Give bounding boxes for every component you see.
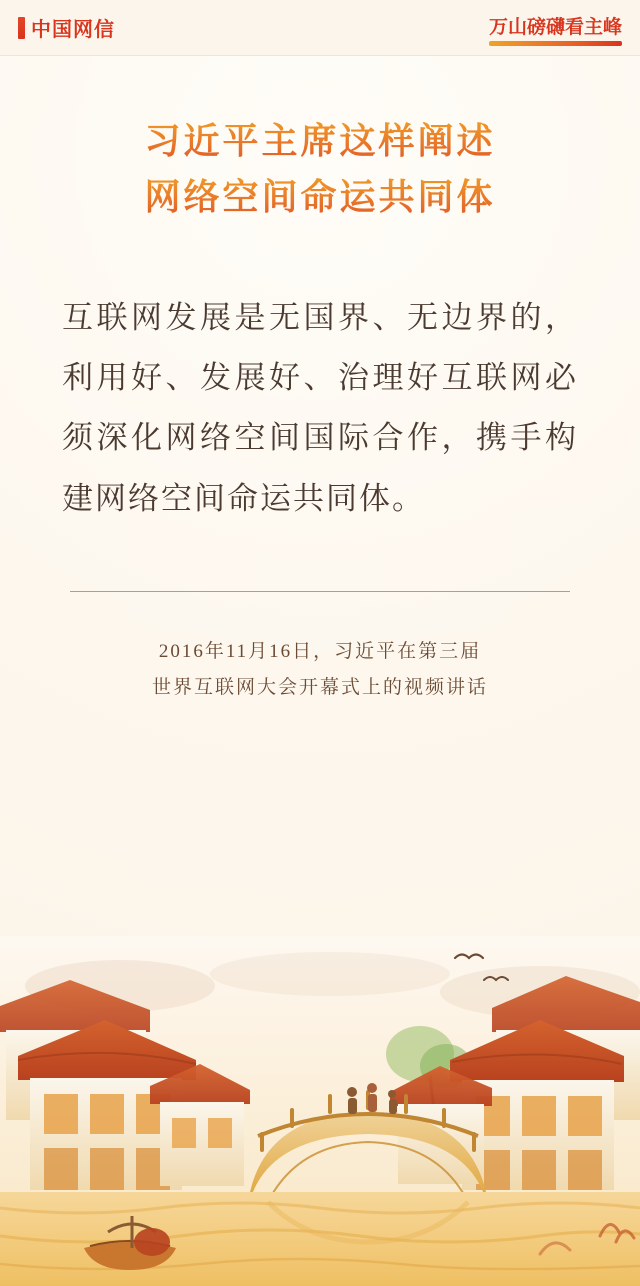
watertown-illustration xyxy=(0,936,640,1286)
campaign-underline-bar xyxy=(489,41,622,46)
site-logo-label: 中国网信 xyxy=(31,19,115,41)
quote-attribution xyxy=(0,634,640,706)
headline-line-1: 习近平主席这样阐述 xyxy=(0,114,640,170)
top-bar xyxy=(0,0,640,56)
campaign-label: 万山磅礴看主峰 xyxy=(489,12,622,43)
campaign-badge[interactable] xyxy=(489,12,622,43)
site-brand[interactable] xyxy=(18,13,115,42)
section-divider xyxy=(70,591,570,592)
poster-body xyxy=(0,56,640,1286)
brand-mark-icon xyxy=(18,17,25,39)
page-title xyxy=(0,56,640,226)
attribution-line-2: 世界互联网大会开幕式上的视频讲话 xyxy=(151,677,488,699)
quote-text: 互联网发展是无国界、无边界的，利用好、发展好、治理好互联网必须深化网络空间国际合作，携手构建网络空间命运共同体。 xyxy=(62,299,578,516)
attribution-line-1: 2016年11月16日，习近平在第三届 xyxy=(158,641,482,663)
headline-line-2: 网络空间命运共同体 xyxy=(0,170,640,226)
